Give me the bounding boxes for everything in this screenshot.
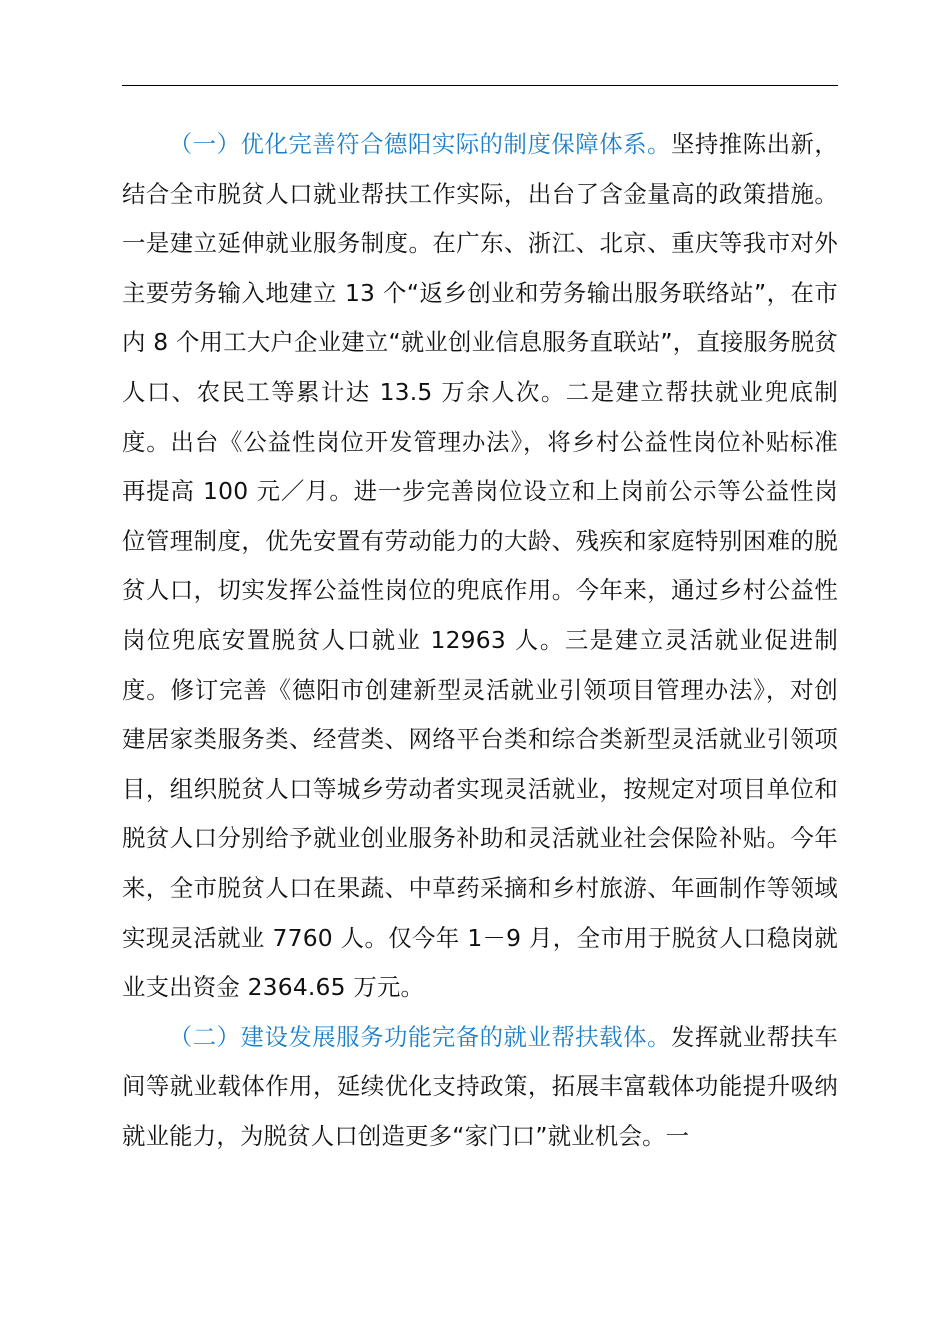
section-text: 坚持推陈出新，结合全市脱贫人口就业帮扶工作实际，出台了含金量高的政策措施。一是建立延伸就业服务制度。在广东、浙江、北京、重庆等我市对外主要劳务输入地建立 13 个“返乡创业和劳务输出服务联络站”，在市内 8 个用工大户企业建立“就业创业信息服务直联站”，直接服务脱贫人口、农民工等累计达 13.5 万余人次。二是建立帮扶就业兜底制度。出台《公益性岗位开发管理办法》，将乡村公益性岗位补贴标准再提高 100 元／月。进一步完善岗位设立和上岗前公示等公益性岗位管理制度，优先安置有劳动能力的大龄、残疾和家庭特别困难的脱贫人口，切实发挥公益性岗位的兜底作用。今年来，通过乡村公益性岗位兜底安置脱贫人口就业 12963 人。三是建立灵活就业促进制度。修订完善《德阳市创建新型灵活就业引领项目管理办法》，对创建居家类服务类、经营类、网络平台类和综合类新型灵活就业引领项目，组织脱贫人口等城乡劳动者实现灵活就业，按规定对项目单位和脱贫人口分别给予就业创业服务补助和灵活就业社会保险补贴。今年来，全市脱贫人口在果蔬、中草药采摘和乡村旅游、年画制作等领域实现灵活就业 7760 人。仅今年 1－9 月，全市用于脱贫人口稳岗就业支出资金 2364.65 万元。 (122, 130, 838, 1002)
header-rule (122, 85, 838, 86)
paragraph-section-1 (122, 120, 838, 1013)
section-heading: （二）建设发展服务功能完备的就业帮扶载体。 (168, 1022, 671, 1051)
document-body (122, 120, 838, 1161)
section-heading: （一）优化完善符合德阳实际的制度保障体系。 (168, 130, 671, 158)
section-text: 发挥就业帮扶车间等就业载体作用，延续优化支持政策，拓展丰富载体功能提升吸纳就业能力，为脱贫人口创造更多“家门口”就业机会。一 (122, 1022, 838, 1150)
paragraph-section-2 (122, 1013, 838, 1162)
